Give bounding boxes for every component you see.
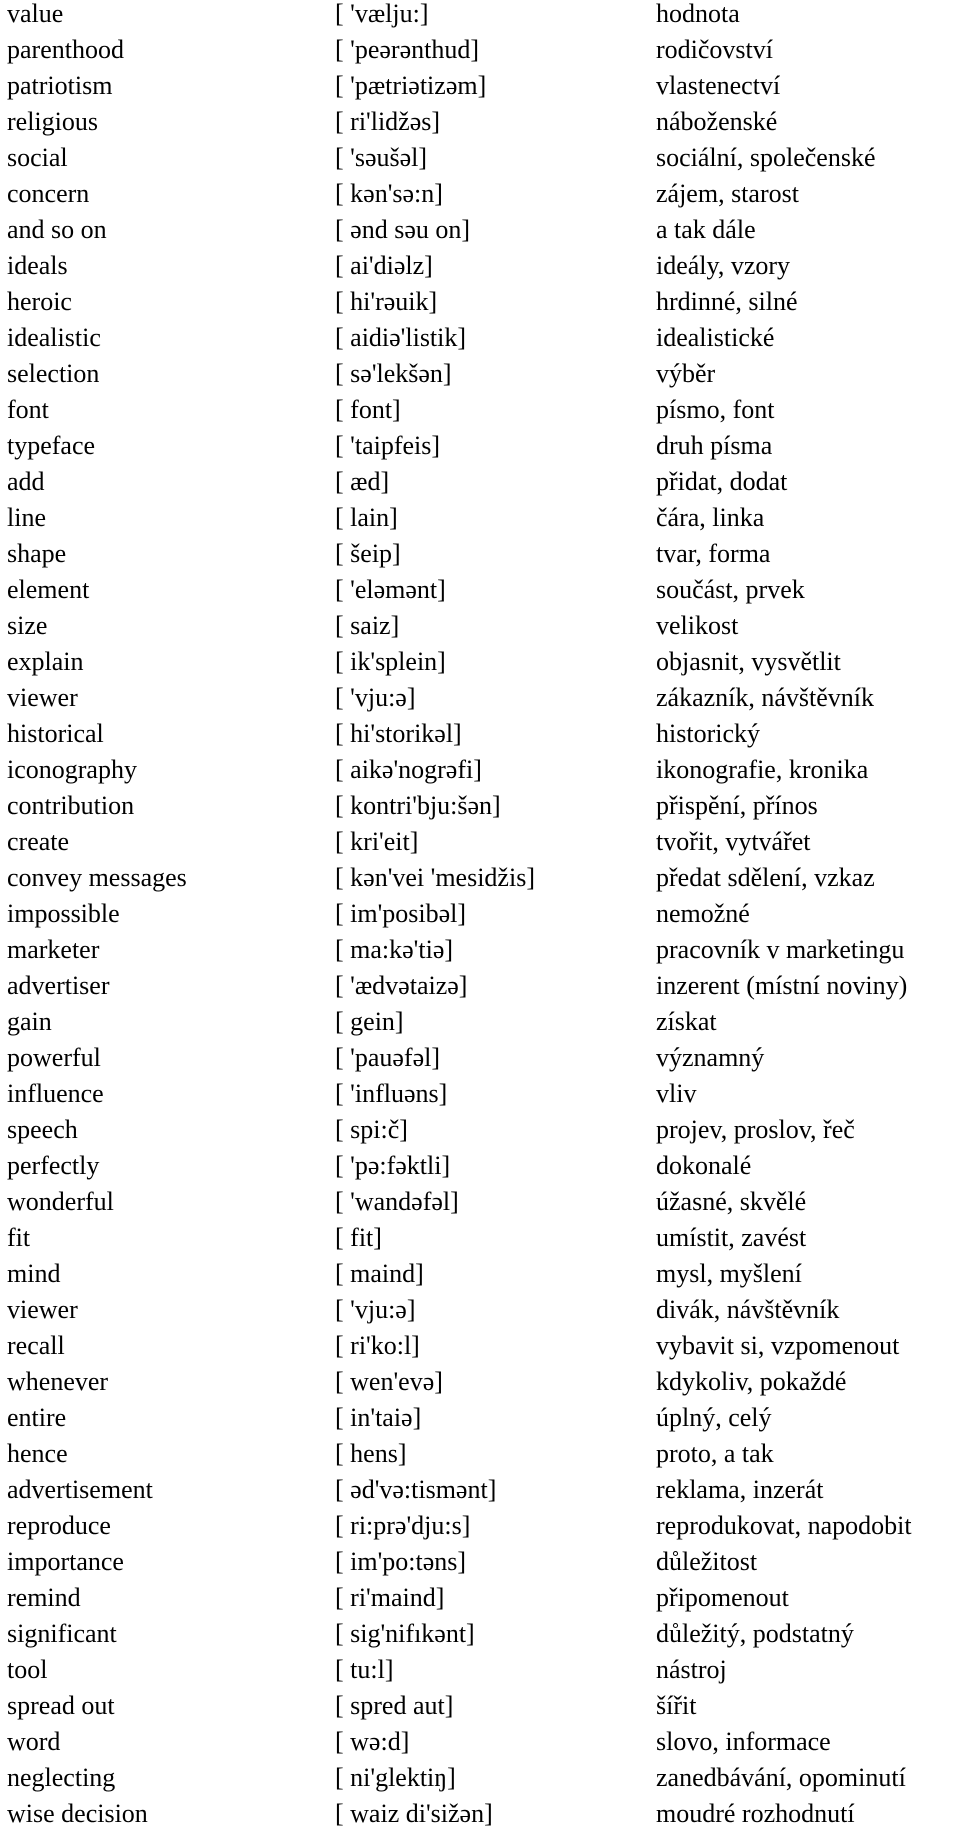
vocab-row	[0, 648, 960, 684]
czech-translation: pracovník v marketingu	[656, 936, 905, 964]
czech-translation: projev, proslov, řeč	[656, 1116, 855, 1144]
pronunciation: [ ri:prə'dju:s]	[335, 1512, 471, 1540]
czech-translation: umístit, zavést	[656, 1224, 807, 1252]
vocab-row	[0, 1368, 960, 1404]
czech-translation: idealistické	[656, 324, 775, 352]
czech-translation: úžasné, skvělé	[656, 1188, 807, 1216]
english-term: mind	[7, 1260, 61, 1288]
english-term: viewer	[7, 684, 78, 712]
vocab-row	[0, 576, 960, 612]
english-term: create	[7, 828, 70, 856]
czech-translation: ikonografie, kronika	[656, 756, 869, 784]
vocab-row	[0, 324, 960, 360]
pronunciation: [ 'pə:fəktli]	[335, 1152, 451, 1180]
vocab-row	[0, 72, 960, 108]
czech-translation: připomenout	[656, 1584, 789, 1612]
pronunciation: [ waiz di'sižən]	[335, 1800, 493, 1828]
czech-translation: zanedbávání, opominutí	[656, 1764, 906, 1792]
czech-translation: důležitý, podstatný	[656, 1620, 854, 1648]
pronunciation: [ ri'maind]	[335, 1584, 445, 1612]
vocab-row	[0, 360, 960, 396]
english-term: impossible	[7, 900, 120, 928]
czech-translation: slovo, informace	[656, 1728, 831, 1756]
pronunciation: [ ni'glektiŋ]	[335, 1764, 456, 1792]
vocab-row	[0, 1548, 960, 1584]
czech-translation: hodnota	[656, 0, 740, 28]
english-term: font	[7, 396, 49, 424]
pronunciation: [ hi'storikəl]	[335, 720, 462, 748]
english-term: shape	[7, 540, 67, 568]
czech-translation: historický	[656, 720, 760, 748]
vocab-row	[0, 1188, 960, 1224]
vocab-row	[0, 936, 960, 972]
english-term: spread out	[7, 1692, 115, 1720]
pronunciation: [ 'pætriətizəm]	[335, 72, 487, 100]
pronunciation: [ aidiə'listik]	[335, 324, 467, 352]
czech-translation: zájem, starost	[656, 180, 799, 208]
vocab-row	[0, 252, 960, 288]
pronunciation: [ ri'ko:l]	[335, 1332, 420, 1360]
english-term: importance	[7, 1548, 124, 1576]
english-term: ideals	[7, 252, 68, 280]
pronunciation: [ ai'diəlz]	[335, 252, 433, 280]
english-term: reproduce	[7, 1512, 111, 1540]
english-term: historical	[7, 720, 104, 748]
english-term: wonderful	[7, 1188, 114, 1216]
pronunciation: [ tu:l]	[335, 1656, 394, 1684]
czech-translation: nemožné	[656, 900, 750, 928]
czech-translation: důležitost	[656, 1548, 758, 1576]
czech-translation: významný	[656, 1044, 765, 1072]
pronunciation: [ sə'lekšən]	[335, 360, 452, 388]
vocab-row	[0, 468, 960, 504]
pronunciation: [ 'peərənthud]	[335, 36, 480, 64]
pronunciation: [ 'influəns]	[335, 1080, 448, 1108]
pronunciation: [ font]	[335, 396, 401, 424]
vocab-row	[0, 864, 960, 900]
vocab-row	[0, 180, 960, 216]
czech-translation: vybavit si, vzpomenout	[656, 1332, 900, 1360]
czech-translation: rodičovství	[656, 36, 773, 64]
pronunciation: [ lain]	[335, 504, 398, 532]
czech-translation: vliv	[656, 1080, 697, 1108]
czech-translation: přispění, přínos	[656, 792, 818, 820]
english-term: advertisement	[7, 1476, 153, 1504]
czech-translation: moudré rozhodnutí	[656, 1800, 855, 1828]
pronunciation: [ in'taiə]	[335, 1404, 422, 1432]
vocab-row	[0, 1656, 960, 1692]
english-term: size	[7, 612, 48, 640]
czech-translation: mysl, myšlení	[656, 1260, 802, 1288]
english-term: religious	[7, 108, 98, 136]
vocab-row	[0, 1296, 960, 1332]
czech-translation: tvořit, vytvářet	[656, 828, 811, 856]
czech-translation: zákazník, návštěvník	[656, 684, 875, 712]
english-term: typeface	[7, 432, 96, 460]
pronunciation: [ 'vju:ə]	[335, 1296, 416, 1324]
czech-translation: reklama, inzerát	[656, 1476, 824, 1504]
vocab-row	[0, 756, 960, 792]
english-term: entire	[7, 1404, 67, 1432]
czech-translation: vlastenectví	[656, 72, 781, 100]
pronunciation: [ spred aut]	[335, 1692, 454, 1720]
vocab-row	[0, 1728, 960, 1764]
english-term: value	[7, 0, 64, 28]
vocab-row	[0, 1692, 960, 1728]
vocab-row	[0, 216, 960, 252]
english-term: influence	[7, 1080, 104, 1108]
vocab-row	[0, 144, 960, 180]
vocab-row	[0, 1620, 960, 1656]
vocab-row	[0, 792, 960, 828]
czech-translation: náboženské	[656, 108, 778, 136]
english-term: advertiser	[7, 972, 110, 1000]
pronunciation: [ aikə'nogrəfi]	[335, 756, 482, 784]
english-term: tool	[7, 1656, 48, 1684]
vocab-row	[0, 504, 960, 540]
vocab-row	[0, 1800, 960, 1836]
vocab-row	[0, 828, 960, 864]
pronunciation: [ saiz]	[335, 612, 400, 640]
vocab-row	[0, 720, 960, 756]
pronunciation: [ ri'lidžəs]	[335, 108, 441, 136]
english-term: idealistic	[7, 324, 101, 352]
czech-translation: objasnit, vysvětlit	[656, 648, 841, 676]
pronunciation: [ kontri'bju:šən]	[335, 792, 501, 820]
pronunciation: [ 'wandəfəl]	[335, 1188, 459, 1216]
vocab-row	[0, 1260, 960, 1296]
czech-translation: získat	[656, 1008, 717, 1036]
vocab-row	[0, 1008, 960, 1044]
pronunciation: [ əd'və:tismənt]	[335, 1476, 497, 1504]
pronunciation: [ ənd səu on]	[335, 216, 471, 244]
czech-translation: písmo, font	[656, 396, 775, 424]
czech-translation: předat sdělení, vzkaz	[656, 864, 875, 892]
vocab-row	[0, 612, 960, 648]
czech-translation: reprodukovat, napodobit	[656, 1512, 912, 1540]
english-term: explain	[7, 648, 84, 676]
vocab-row	[0, 0, 960, 36]
pronunciation: [ æd]	[335, 468, 390, 496]
english-term: wise decision	[7, 1800, 148, 1828]
pronunciation: [ 'eləmənt]	[335, 576, 446, 604]
vocab-row	[0, 540, 960, 576]
czech-translation: hrdinné, silné	[656, 288, 798, 316]
czech-translation: šířit	[656, 1692, 697, 1720]
english-term: marketer	[7, 936, 100, 964]
pronunciation: [ wə:d]	[335, 1728, 410, 1756]
czech-translation: kdykoliv, pokaždé	[656, 1368, 847, 1396]
pronunciation: [ im'po:təns]	[335, 1548, 467, 1576]
english-term: powerful	[7, 1044, 101, 1072]
vocab-row	[0, 684, 960, 720]
vocab-row	[0, 1440, 960, 1476]
english-term: viewer	[7, 1296, 78, 1324]
pronunciation: [ 'taipfeis]	[335, 432, 441, 460]
vocab-row	[0, 972, 960, 1008]
english-term: concern	[7, 180, 90, 208]
pronunciation: [ ik'splein]	[335, 648, 446, 676]
english-term: hence	[7, 1440, 68, 1468]
english-term: and so on	[7, 216, 107, 244]
english-term: recall	[7, 1332, 65, 1360]
pronunciation: [ 'səušəl]	[335, 144, 428, 172]
pronunciation: [ sig'nifıkənt]	[335, 1620, 475, 1648]
vocab-row	[0, 900, 960, 936]
english-term: neglecting	[7, 1764, 116, 1792]
pronunciation: [ hi'rəuik]	[335, 288, 438, 316]
czech-translation: proto, a tak	[656, 1440, 774, 1468]
czech-translation: tvar, forma	[656, 540, 771, 568]
vocab-row	[0, 1404, 960, 1440]
english-term: significant	[7, 1620, 117, 1648]
english-term: contribution	[7, 792, 135, 820]
pronunciation: [ hens]	[335, 1440, 407, 1468]
english-term: patriotism	[7, 72, 113, 100]
pronunciation: [ maind]	[335, 1260, 424, 1288]
pronunciation: [ spi:č]	[335, 1116, 408, 1144]
pronunciation: [ šeip]	[335, 540, 401, 568]
english-term: convey messages	[7, 864, 187, 892]
pronunciation: [ 'vælju:]	[335, 0, 429, 28]
vocab-row	[0, 1584, 960, 1620]
english-term: iconography	[7, 756, 137, 784]
czech-translation: ideály, vzory	[656, 252, 791, 280]
vocab-row	[0, 1512, 960, 1548]
english-term: element	[7, 576, 90, 604]
pronunciation: [ gein]	[335, 1008, 404, 1036]
czech-translation: čára, linka	[656, 504, 765, 532]
english-term: remind	[7, 1584, 81, 1612]
czech-translation: dokonalé	[656, 1152, 752, 1180]
english-term: word	[7, 1728, 61, 1756]
english-term: fit	[7, 1224, 31, 1252]
vocab-row	[0, 1080, 960, 1116]
english-term: social	[7, 144, 68, 172]
vocab-row	[0, 1152, 960, 1188]
czech-translation: a tak dále	[656, 216, 756, 244]
english-term: gain	[7, 1008, 52, 1036]
vocab-row	[0, 1332, 960, 1368]
czech-translation: druh písma	[656, 432, 773, 460]
vocab-row	[0, 432, 960, 468]
english-term: line	[7, 504, 46, 532]
vocab-row	[0, 1044, 960, 1080]
vocab-row	[0, 1764, 960, 1800]
pronunciation: [ kən'sə:n]	[335, 180, 443, 208]
english-term: add	[7, 468, 45, 496]
english-term: heroic	[7, 288, 72, 316]
english-term: perfectly	[7, 1152, 100, 1180]
czech-translation: nástroj	[656, 1656, 727, 1684]
english-term: whenever	[7, 1368, 109, 1396]
vocab-row	[0, 1116, 960, 1152]
pronunciation: [ ma:kə'tiə]	[335, 936, 454, 964]
czech-translation: divák, návštěvník	[656, 1296, 840, 1324]
english-term: parenthood	[7, 36, 124, 64]
vocab-row	[0, 1224, 960, 1260]
vocab-row	[0, 108, 960, 144]
pronunciation: [ 'vju:ə]	[335, 684, 416, 712]
czech-translation: přidat, dodat	[656, 468, 788, 496]
vocab-row	[0, 396, 960, 432]
vocab-row	[0, 36, 960, 72]
english-term: speech	[7, 1116, 78, 1144]
czech-translation: velikost	[656, 612, 739, 640]
pronunciation: [ 'pauəfəl]	[335, 1044, 441, 1072]
pronunciation: [ fit]	[335, 1224, 382, 1252]
czech-translation: úplný, celý	[656, 1404, 772, 1432]
czech-translation: výběr	[656, 360, 716, 388]
vocab-row	[0, 1476, 960, 1512]
pronunciation: [ kri'eit]	[335, 828, 419, 856]
czech-translation: inzerent (místní noviny)	[656, 972, 908, 1000]
english-term: selection	[7, 360, 100, 388]
pronunciation: [ wen'evə]	[335, 1368, 443, 1396]
pronunciation: [ 'ædvətaizə]	[335, 972, 468, 1000]
vocab-row	[0, 288, 960, 324]
czech-translation: součást, prvek	[656, 576, 805, 604]
pronunciation: [ kən'vei 'mesidžis]	[335, 864, 535, 892]
czech-translation: sociální, společenské	[656, 144, 876, 172]
pronunciation: [ im'posibəl]	[335, 900, 467, 928]
